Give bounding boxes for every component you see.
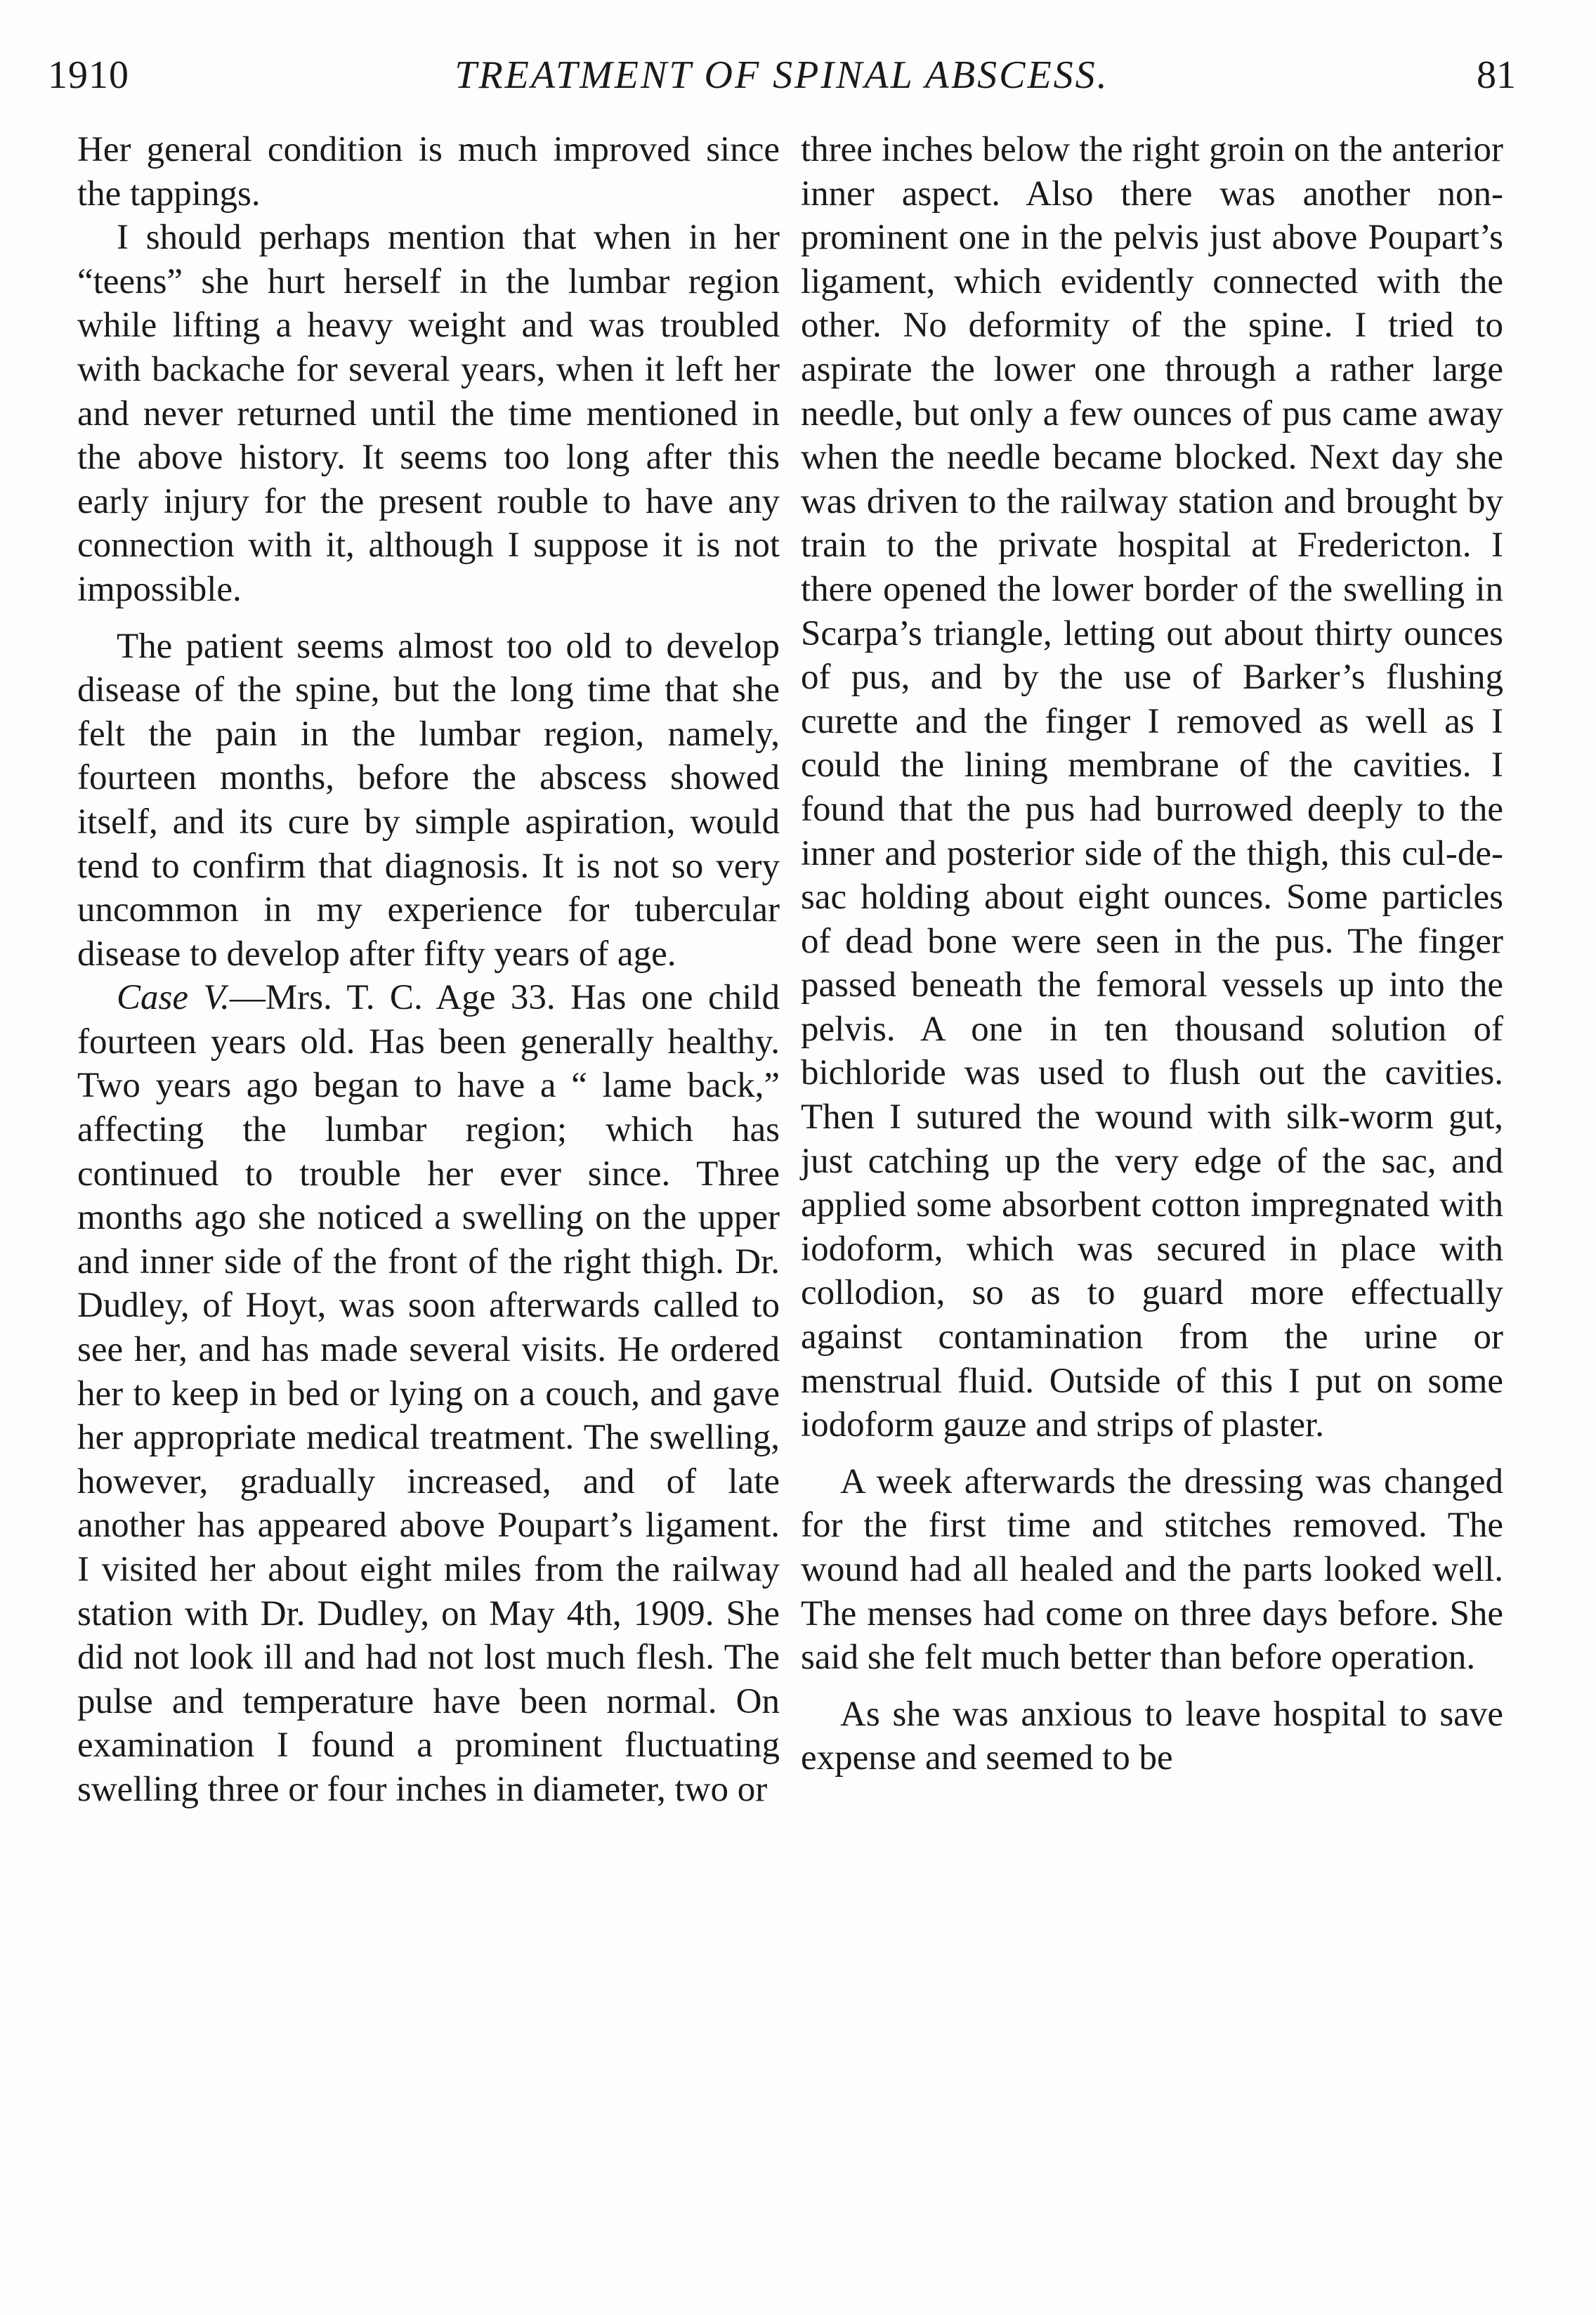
right-column [801,128,1503,1780]
case-text: —Mrs. T. C. Age 33. Has one child fourteen years old. Has been generally healthy. Two years ago began to have a “ lame back,” affecting the lumbar region; which has continued to trouble her ever since. Three months ago she noticed a swelling on the upper and inner side of the front of the right thigh. Dr. Dudley, of Hoyt, was soon afterwards called to see her, and has made several visits. He ordered her to keep in bed or lying on a couch, and gave her appropriate medical treatment. The swelling, however, gradually increased, and of late another has appeared above Poupart’s ligament. I visited her about eight miles from the railway station with Dr. Dudley, on May 4th, 1909. She did not look ill and had not lost much flesh. The pulse and temperature have been normal. On examination I found a prominent fluctuating swelling three or four inches in diameter, two or [77,978,780,1809]
paragraph: I should perhaps mention that when in her “teens” she hurt herself in the lumbar region while lifting a heavy weight and was troubled with backache for several years, when it left her and never returned until the time mentioned in the above history. It seems too long after this early injury for the present rouble to have any connection with it, although I suppose it is not impossible. [77,218,780,609]
paragraph: A week afterwards the dressing was changed for the first time and stitches removed. The wound had all healed and the parts looked well. The menses had come on three days before. She said she felt much better than before operation. [801,1461,1503,1678]
header-year: 1910 [48,53,129,97]
running-header [48,44,1516,107]
paragraph: three inches below the right groin on the anterior inner aspect. Also there was another non-prominent one in the pelvis just above Poupart’s ligament, which evidently connected with the other. No deformity of the spine. I tried to aspirate the lower one through a rather large needle, but only a few ounces of pus came away when the needle became blocked. Next day she was driven to the railway station and brought by train to the private hospital at Fredericton. I there opened the lower border of the swelling in Scarpa’s triangle, letting out about thirty ounces of pus, and by the use of Barker’s flushing curette and the finger I removed as well as I could the lining membrane of the cavities. I found that the pus had burrowed deeply to the inner and posterior side of the thigh, this cul-de-sac holding about eight ounces. Some particles of dead bone were seen in the pus. The finger passed beneath the femoral vessels up into the pelvis. A one in ten thousand solution of bichloride was used to flush out the cavities. Then I sutured the wound with silk-worm gut, just catching up the very edge of the sac, and applied some absorbent cotton impregnated with iodoform, which was secured in place with collodion, so as to guard more effectually against contamination from the urine or menstrual fluid. Outside of this I put on some iodoform gauze and strips of plaster. [801,130,1503,1445]
case-label: Case V. [117,978,230,1018]
left-column [77,128,780,1812]
case-paragraph [77,976,780,1811]
paragraph: As she was anxious to leave hospital to save expense and seemed to be [801,1694,1503,1778]
paragraph: The patient seems almost too old to develop disease of the spine, but the long time that she felt the pain in the lumbar region, namely, fourteen months, before the abscess showed itself, and its cure by simple aspiration, would tend to confirm that diagnosis. It is not so very uncommon in my experience for tubercular disease to develop after fifty years of age. [77,626,780,974]
page-number: 81 [1477,53,1516,97]
header-title: TREATMENT OF SPINAL ABSCESS. [454,53,1109,97]
paragraph: Her general condition is much improved since the tappings. [77,130,780,214]
